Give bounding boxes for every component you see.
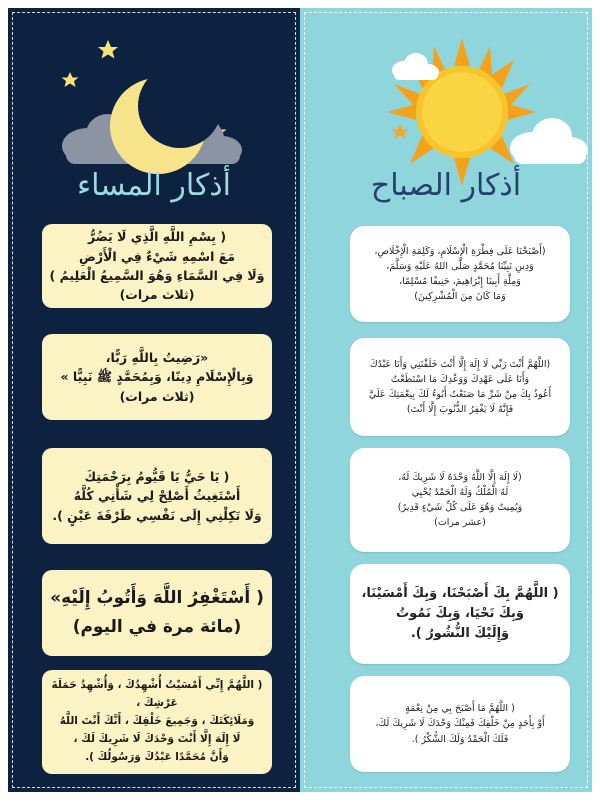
morning-title: أذكار الصباح [370,168,522,203]
morning-card [350,226,570,322]
evening-card [42,448,272,544]
cloud-icon [392,53,439,80]
morning-card [350,338,570,436]
card-line: وَدِينِ نَبِيِّنَا مُحَمَّدٍ صَلَّى اللهُ عَلَيْهِ وَسَلَّمَ، [386,260,534,272]
morning-column [300,8,592,792]
evening-card [42,224,272,308]
card-line: وَمَا كَانَ مِنَ الْمُشْرِكِينَ) [414,291,506,303]
card-line: لَهُ الْمُلْكُ وَلَهُ الْحَمْدُ يُحْيِي [411,486,509,498]
star-icon [62,72,79,87]
card-line: (مائة مرة في اليوم) [72,617,242,637]
evening-card [42,670,272,774]
card-line: (ثلاث مرات) [119,388,195,404]
card-line: ( بِسْمِ اللَّهِ الَّذِي لَا يَضُرُّ [87,229,227,245]
card-line: (أَصْبَحْنَا عَلَى فِطْرَةِ الْإِسْلَامِ، وَكَلِمَةِ الْإِخْلَاصِ، [374,245,546,257]
card-line: فَإِنَّهُ لَا يَغْفِرُ الذُّنُوبَ إِلَّا أَنْتَ) [406,404,514,416]
card-line: وَأَنَا عَلَى عَهْدِكَ وَوَعْدِكَ مَا اسْتَطَعْتُ [390,373,530,385]
star-icon [98,40,118,59]
evening-card [42,570,272,656]
card-line: وَلَا تَكِلْنِي إِلَى نَفْسِي طَرْفَةَ عَيْنٍ ). [52,507,262,523]
card-line: ( يَا حَيُّ يَا قَيُّومُ بِرَحْمَتِكَ [84,468,230,484]
card-line: لَا إِلَهَ إِلَّا أَنْتَ وَحْدَكَ لَا شَرِيكَ لَكَ ، [73,732,241,745]
card-line: أَسْتَغِيثُ أَصْلِحْ لِي شَأْنِي كُلَّهُ [73,488,241,504]
card-line: (ثلاث مرات) [119,287,195,303]
evening-title: أذكار المساء [77,168,231,203]
card-line: (اللَّهُمَّ أَنْتَ رَبِّي لَا إِلَهَ إِلَّا أَنْتَ خَلَقْتَنِي وَأَنَا عَبْدُكَ [369,358,551,370]
morning-card [350,676,570,772]
card-line: وَمَلَائِكَتَكَ ، وَجَمِيعَ خَلْقِكَ ، أَنَّكَ أَنْتَ اللَّهُ [59,715,255,728]
cloud-icon [510,118,588,164]
card-line: وَأَنَّ مُحَمَّدًا عَبْدُكَ وَرَسُولُكَ ). [85,750,229,763]
card-line: وَلَا فِي السَّمَاءِ وَهُوَ السَّمِيعُ الْعَلِيمُ ) [49,268,265,283]
card-line: وَمِلَّةِ أَبِينَا إِبْرَاهِيمَ، حَنِيفًا مُسْلِمًا، [399,276,521,287]
card-line: وَبِالْإِسْلَامِ دِينًا، وَبِمُحَمَّدٍ ﷺ نَبِيًّا » [60,369,254,385]
morning-card [350,448,570,552]
evening-card [42,334,272,420]
card-line: ( اللَّهُمَّ مَا أَصْبَحَ بِي مِنْ نِعْمَةٍ [405,703,515,715]
card-line: فَلَكَ الْحَمْدُ وَلَكَ الشُّكْرُ ). [411,733,509,745]
card-line: ( أَسْتَغْفِرُ اللَّهَ وَأَتُوبُ إِلَيْهِ» [50,588,264,609]
card-line: ( اللَّهُمَّ بِكَ أَصْبَحْنَا، وَبِكَ أَمْسَيْنَا، [361,585,559,601]
card-line: مَعَ اسْمِهِ شَيْءٌ فِي الْأَرْضِ [79,248,235,264]
card-line: وَبِكَ نَحْيَا، وَبِكَ نَمُوتُ [396,605,524,621]
card-line: (عشر مرات) [434,517,486,529]
card-line: وَيُمِيتُ وَهُوَ عَلَى كُلِّ شَيْءٍ قَدِيرٌ) [397,502,523,513]
card-line: ( اللَّهُمَّ إِنِّي أَمْسَيْتُ أُشْهِدُكَ ، وَأُشْهِدُ حَمَلَةَ عَرْشِكَ ، [51,679,263,710]
morning-card [350,564,570,664]
card-line: «رَضِيتُ بِاللَّهِ رَبًّا، [105,349,209,365]
evening-column [8,8,300,792]
card-line: (لَا إِلَهَ إِلَّا اللَّهُ وَحْدَهُ لَا شَرِيكَ لَهُ، [398,471,522,483]
card-line: وَإِلَيْكَ النُّشُورُ ). [410,626,510,642]
card-line: أَعُوذُ بِكَ مِنْ شَرِّ مَا صَنَعْتُ أَبُوءُ لَكَ بِنِعْمَتِكَ عَلَيَّ [368,389,552,400]
card-line: أَوْ بِأَحَدٍ مِنْ خَلْقِكَ فَمِنْكَ وَحْدَكَ لَا شَرِيكَ لَكَ، [375,718,545,730]
star-icon [392,124,409,139]
